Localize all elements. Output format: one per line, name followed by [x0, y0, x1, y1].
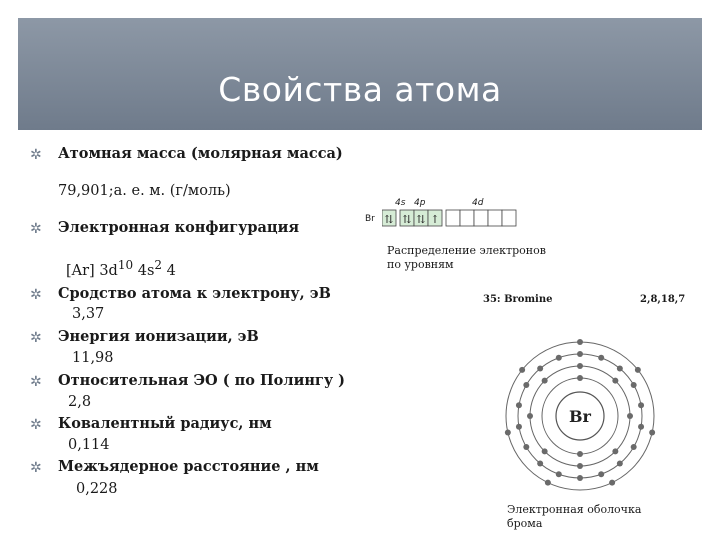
- electron-dot: [577, 475, 583, 481]
- electron-dot: [556, 355, 562, 361]
- bullet-icon: ✲: [30, 417, 42, 433]
- electron-dot: [609, 480, 615, 486]
- electron-arrow: ⇅: [416, 213, 426, 226]
- electron-dot: [649, 429, 655, 435]
- title-banner: [18, 18, 702, 130]
- bullet-icon: ✲: [30, 221, 42, 237]
- atomic-mass-value: 79,901;а. е. м. (г/моль): [58, 183, 231, 199]
- orbital-box: [474, 210, 488, 226]
- orbital-4p-label: 4p: [414, 198, 426, 208]
- shell-diagram: [500, 336, 660, 496]
- bullet-icon: ✲: [30, 147, 42, 163]
- shell-config-label: 2,8,18,7: [640, 294, 686, 305]
- electron-arrow: ⇅: [384, 213, 394, 226]
- orbital-element-label: Br: [365, 214, 375, 224]
- ionization-value: 11,98: [72, 350, 114, 366]
- covalent-radius-label: Ковалентный радиус, нм: [58, 415, 272, 432]
- orbital-box: [460, 210, 474, 226]
- electron-config-value: [Ar] $3d^{10}$ $4s^2$ 4: [66, 258, 176, 279]
- electron-dot: [617, 366, 623, 372]
- internuclear-value: 0,228: [76, 481, 118, 497]
- bullet-icon: ✲: [30, 330, 42, 346]
- electron-dot: [577, 463, 583, 469]
- electron-dot: [598, 471, 604, 477]
- affinity-value: 3,37: [72, 306, 105, 322]
- orbital-caption: Распределение электронов по уровням: [387, 244, 546, 271]
- bullet-icon: ✲: [30, 374, 42, 390]
- electron-dot: [631, 382, 637, 388]
- electron-config-label: Электронная конфигурация: [58, 219, 300, 236]
- electron-dot: [631, 444, 637, 450]
- orbital-4d-label: 4d: [472, 198, 484, 208]
- electron-dot: [635, 367, 641, 373]
- electron-dot: [537, 366, 543, 372]
- orbital-box: [488, 210, 502, 226]
- electron-dot: [612, 448, 618, 454]
- covalent-radius-value: 0,114: [68, 437, 110, 453]
- bullet-icon: ✲: [30, 287, 42, 303]
- electron-dot: [577, 375, 583, 381]
- affinity-label: Сродство атома к электрону, эВ: [58, 285, 331, 302]
- element-name-label: 35: Bromine: [483, 294, 553, 305]
- electronegativity-label: Относительная ЭО ( по Полингу ): [58, 372, 346, 389]
- electron-dot: [516, 402, 522, 408]
- electron-dot: [523, 444, 529, 450]
- electron-arrow: ⇅: [402, 213, 412, 226]
- electron-dot: [542, 378, 548, 384]
- electron-dot: [519, 367, 525, 373]
- electron-dot: [545, 480, 551, 486]
- electron-dot: [598, 355, 604, 361]
- shell-caption: Электронная оболочка брома: [507, 503, 642, 530]
- electron-arrow: ↑: [430, 213, 440, 226]
- electron-dot: [617, 460, 623, 466]
- orbital-boxes: [382, 208, 522, 228]
- orbital-box: [502, 210, 516, 226]
- orbital-4s-label: 4s: [395, 198, 406, 208]
- bullet-icon: ✲: [30, 460, 42, 476]
- electron-dot: [577, 363, 583, 369]
- electron-dot: [516, 424, 522, 430]
- nucleus-label: Br: [569, 407, 591, 426]
- orbital-box: [446, 210, 460, 226]
- atomic-mass-label: Атомная масса (молярная масса): [58, 145, 343, 162]
- electron-dot: [577, 351, 583, 357]
- electronegativity-value: 2,8: [68, 394, 92, 410]
- ionization-label: Энергия ионизации, эВ: [58, 328, 259, 345]
- electron-dot: [627, 413, 633, 419]
- internuclear-label: Межъядерное расстояние , нм: [58, 458, 319, 475]
- slide-title: Свойства атома: [218, 70, 502, 109]
- electron-dot: [556, 471, 562, 477]
- electron-dot: [638, 402, 644, 408]
- electron-dot: [505, 429, 511, 435]
- electron-dot: [577, 451, 583, 457]
- electron-dot: [527, 413, 533, 419]
- electron-dot: [523, 382, 529, 388]
- electron-dot: [612, 378, 618, 384]
- electron-dot: [638, 424, 644, 430]
- electron-dot: [537, 460, 543, 466]
- electron-dot: [542, 448, 548, 454]
- electron-dot: [577, 339, 583, 345]
